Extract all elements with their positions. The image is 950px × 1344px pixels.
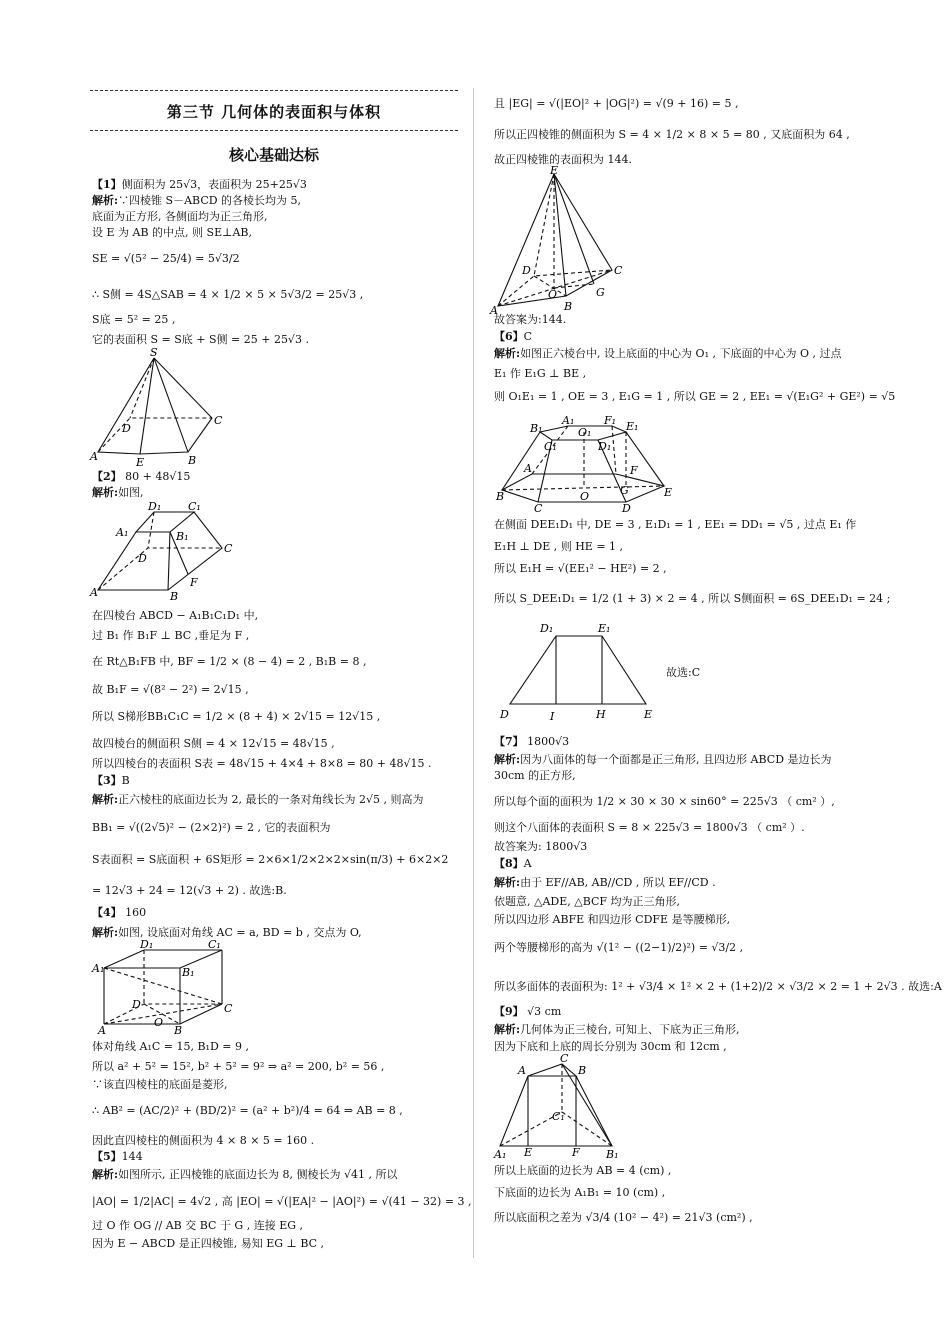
text-line: 体对角线 A₁C = 15, B₁D = 9 , [92,1040,249,1053]
prism-figure [92,940,242,1036]
label-B: B [564,300,573,313]
label-D: D [132,998,141,1011]
text-line: S底 = 5² = 25 , [92,313,176,326]
text-line: 且 |EG| = √(|EO|² + |OG|²) = √(9 + 16) = 5 , [494,97,739,110]
text-line: 【2】 80 + 48√15 [92,470,191,483]
text-line: BB₁ = √((2√5)² − (2×2)²) = 2 , 它的表面积为 [92,821,331,834]
label-D1: D₁ [148,500,162,513]
text-line: 30cm 的正方形, [494,769,576,782]
text-line: 所以每个面的面积为 1/2 × 30 × 30 × sin60° = 225√3 （ cm² ）, [494,795,835,808]
text-line: 解析:正六棱柱的底面边长为 2, 最长的一条对角线长为 2√5 , 则高为 [92,793,424,806]
label-B: B [578,1064,587,1077]
label-C: C [614,264,623,277]
text-line: 过 B₁ 作 B₁F ⊥ BC ,垂足为 F , [92,629,250,642]
pyramid-figure-2 [490,164,634,317]
label-D: D [122,422,131,435]
label-A: A [490,304,498,317]
text-line: 所以四边形 ABFE 和四边形 CDFE 是等腰梯形, [494,913,731,926]
label-O1: O₁ [578,426,592,439]
text-line: 因此直四棱柱的侧面积为 4 × 8 × 5 = 160 . [92,1134,315,1147]
hexagonal-frustum-figure [494,414,674,515]
text-line: 所以四棱台的表面积 S表 = 48√15 + 4×4 + 8×8 = 80 + 48√15 . [92,757,432,770]
label-O: O [154,1016,164,1029]
label-F: F [630,464,638,477]
text-line: E₁ 作 E₁G ⊥ BE , [494,367,587,380]
label-D1: D₁ [540,622,554,635]
text-line: = 12√3 + 24 = 12(√3 + 2) . 故选:B. [92,884,287,897]
label-E: E [664,486,673,499]
text-line: ∴ S侧 = 4S△SAB = 4 × 1/2 × 5 × 5√3/2 = 25√3 , [92,288,364,301]
label-B1: B₁ [182,966,195,979]
text-line: 解析:如图所示, 正四棱锥的底面边长为 8, 侧棱长为 √41 , 所以 [92,1168,398,1181]
text-line: 所以 E₁H = √(EE₁² − HE²) = 2 , [494,562,667,575]
label-S: S [150,346,158,359]
label-E1: E₁ [626,420,639,433]
label-E: E [644,708,653,721]
text-line: E₁H ⊥ DE , 则 HE = 1 , [494,540,624,553]
text-line: 过 O 作 OG // AB 交 BC 于 G , 连接 EG , [92,1219,304,1232]
text-line: 故答案为:144. [494,313,567,326]
subsection-title: 核心基础达标 [228,146,319,164]
text-line: 所以底面积之差为 √3/4 (10² − 4²) = 21√3 (cm²) , [494,1211,753,1224]
text-line: 在四棱台 ABCD − A₁B₁C₁D₁ 中, [92,609,259,622]
label-D1: D₁ [140,938,154,951]
label-E1: E₁ [598,622,611,635]
label-F: F [572,1146,580,1159]
label-B: B [496,490,505,503]
text-line: 它的表面积 S = S底 + S侧 = 25 + 25√3 . [92,333,309,346]
label-E: E [550,164,559,177]
label-C1: C₁ [544,440,557,453]
text-line: 【1】侧面积为 25√3，表面积为 25+25√3 [92,178,307,191]
label-C: C [534,502,543,515]
label-E: E [136,456,145,469]
label-A: A [90,450,98,463]
title-top-rule [90,90,458,91]
label-A1: A₁ [116,526,129,539]
label-A1: A₁ [494,1148,507,1161]
frustum-figure [90,498,242,603]
triangular-frustum-figure [494,1052,634,1161]
label-C1: C₁ [188,500,201,513]
label-I: I [550,710,555,723]
label-C1: C₁ [208,938,221,951]
label-O: O [580,490,590,503]
label-D: D [500,708,509,721]
text-line: 解析:如图, [92,486,144,499]
text-line: 解析:几何体为正三棱台, 可知上、下底为正三角形, [494,1023,740,1036]
text-line: 底面为正方形, 各侧面均为正三角形, [92,210,268,223]
text-line: 所以多面体的表面积为: 1² + √3/4 × 1² × 2 + (1+2)/2 × √3/2 × 2 = 1 + 2√3 . 故选:A [494,980,942,993]
label-B1: B₁ [606,1148,619,1161]
label-A1: A₁ [562,414,575,427]
text-line: 【5】144 [92,1150,143,1163]
label-C: C [214,414,223,427]
label-A: A [90,586,98,599]
column-divider [473,88,474,1258]
text-line: S表面积 = S底面积 + 6S矩形 = 2×6×1/2×2×2×sin(π/3) + 6×2×2 [92,853,449,866]
title-bottom-rule [90,130,458,131]
text-line: 【4】 160 [92,906,147,919]
label-A: A [98,1024,106,1037]
pyramid-figure [90,346,232,469]
text-line: 故四棱台的侧面积 S侧 = 4 × 12√15 = 48√15 , [92,737,335,750]
label-B: B [174,1024,183,1037]
text-line: 因为 E − ABCD 是正四棱锥, 易知 EG ⊥ BC , [92,1237,325,1250]
section-title: 第三节 几何体的表面积与体积 [166,103,382,121]
text-line: 所以正四棱锥的侧面积为 S = 4 × 1/2 × 8 × 5 = 80 , 又底面积为 64 , [494,128,850,141]
text-line: 所以 S梯形BB₁C₁C = 1/2 × (8 + 4) × 2√15 = 12√15 , [92,710,381,723]
text-line: 在 Rt△B₁FB 中, BF = 1/2 × (8 − 4) = 2 , B₁B = 8 , [92,655,367,668]
text-line: SE = √(5² − 25/4) = 5√3/2 [92,252,240,265]
label-E: E [524,1146,533,1159]
label-A: A [524,462,532,475]
text-line: 【7】 1800√3 [494,735,570,748]
text-line: 故正四棱锥的表面积为 144. [494,153,632,166]
label-C: C [224,1002,233,1015]
text-line: 解析:由于 EF//AB, AB//CD , 所以 EF//CD . [494,876,716,889]
text-line: 所以 S_DEE₁D₁ = 1/2 (1 + 3) × 2 = 4 , 所以 S侧面积 = 6S_DEE₁D₁ = 24 ; [494,592,891,605]
text-line: 故 B₁F = √(8² − 2²) = 2√15 , [92,683,249,696]
label-B1: B₁ [530,422,543,435]
text-line: 所以上底面的边长为 AB = 4 (cm) , [494,1164,672,1177]
label-F1: F₁ [604,414,617,427]
text-line: 【3】B [92,774,130,787]
text-line: 故答案为: 1800√3 [494,840,588,853]
label-D: D [138,552,147,565]
text-line: 则这个八面体的表面积 S = 8 × 225√3 = 1800√3 （ cm² ）. [494,821,805,834]
text-line: 解析:因为八面体的每一个面都是正三角形, 且四边形 ABCD 是边长为 [494,753,832,766]
label-D1: D₁ [598,440,612,453]
text-line: 解析:如图, 设底面对角线 AC = a, BD = b , 交点为 O, [92,926,362,939]
text-line: ∴ AB² = (AC/2)² + (BD/2)² = (a² + b²)/4 = 64 ⇒ AB = 8 , [92,1104,403,1117]
text-line: 依题意, △ADE, △BCF 均为正三角形, [494,895,681,908]
text-line: ∵该直四棱柱的底面是菱形, [92,1078,228,1091]
trapezoid-figure [494,620,664,724]
text-line: 所以 a² + 5² = 15², b² + 5² = 9² ⇒ a² = 200, b² = 56 , [92,1060,385,1073]
text-line: 【8】A [494,857,532,870]
label-G: G [620,484,629,497]
text-line: 在侧面 DEE₁D₁ 中, DE = 3 , E₁D₁ = 1 , EE₁ = DD₁ = √5 , 过点 E₁ 作 [494,518,857,531]
text-line: 下底面的边长为 A₁B₁ = 10 (cm) , [494,1186,666,1199]
text-line: 因为下底和上底的周长分别为 30cm 和 12cm , [494,1040,727,1053]
label-D: D [622,502,631,515]
text-line: 解析:如图正六棱台中, 设上底面的中心为 O₁ , 下底面的中心为 O , 过点 [494,347,842,360]
text-line: 则 O₁E₁ = 1 , OE = 3 , E₁G = 1 , 所以 GE = 2 , EE₁ = √(E₁G² + GE²) = √5 [494,390,896,403]
text-line: 【9】 √3 cm [494,1005,562,1018]
label-C1: C₁ [552,1110,565,1123]
text-line: 两个等腰梯形的高为 √(1² − ((2−1)/2)²) = √3/2 , [494,941,744,954]
text-line: 解析:∵四棱锥 S－ABCD 的各棱长均为 5, [92,194,302,207]
label-B: B [188,454,197,467]
label-H: H [596,708,606,721]
text-line: 故选:C [666,666,701,679]
text-line: 设 E 为 AB 的中点, 则 SE⊥AB, [92,226,252,239]
text-line: |AO| = 1/2|AC| = 4√2 , 高 |EO| = √(|EA|² − |AO|²) = √(41 − 32) = 3 , [92,1195,472,1208]
label-G: G [596,286,605,299]
label-C: C [224,542,233,555]
label-A: A [518,1064,526,1077]
text-line: 【6】C [494,330,533,343]
label-B1: B₁ [176,530,189,543]
label-F: F [190,576,198,589]
label-C: C [560,1052,569,1065]
label-D: D [522,264,531,277]
label-O: O [548,288,558,301]
label-A1: A₁ [92,962,105,975]
label-B: B [170,590,179,603]
